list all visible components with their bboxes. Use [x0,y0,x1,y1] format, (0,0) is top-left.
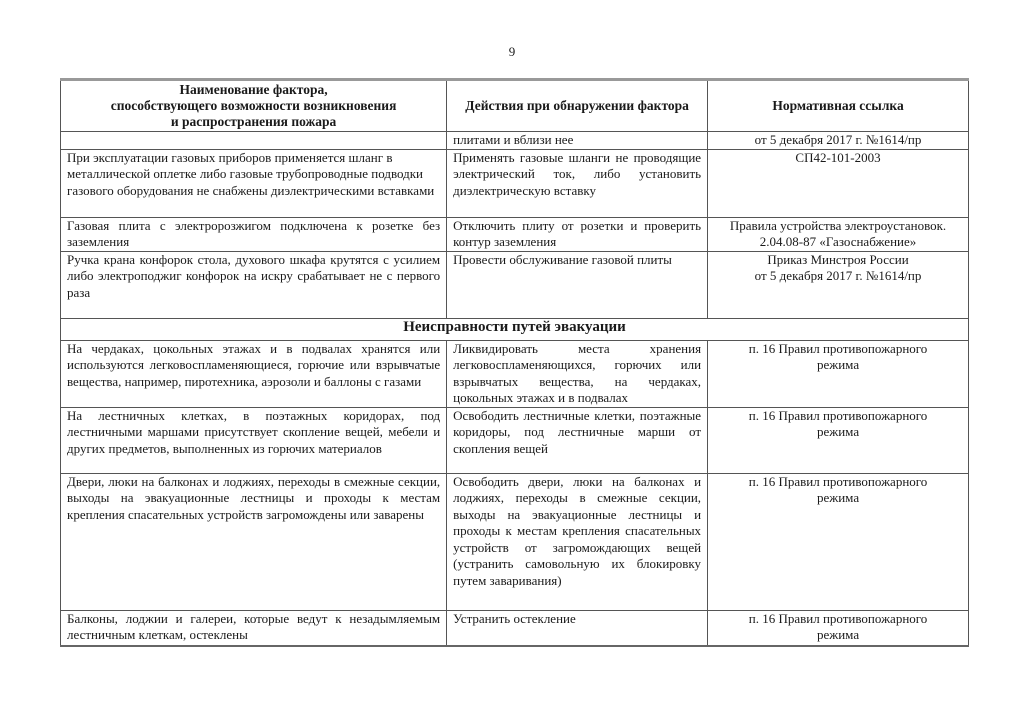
table-row [61,251,969,318]
header-reference: Нормативная ссылка [708,80,969,132]
cell-factor: При эксплуатации газовых приборов применяется шланг в металлической оплетке либо газовые трубопроводные подводки газового оборудования не снабжены диэлектрическими вставками [61,149,447,217]
table-row [61,340,969,407]
reference-line: п. 16 Правил противопожарного [748,473,928,489]
reference-line: п. 16 Правил противопожарного [748,610,928,626]
table-row [61,149,969,217]
cell-factor: Двери, люки на балконах и лоджиях, переходы в смежные секции, выходы на эвакуационные лестницы и проходы к местам крепления спасательных устройств загромождены или заварены [61,473,447,610]
header-factor-line: способствующего возможности возникновения [110,98,397,113]
header-row [61,80,969,132]
reference-line: Приказ Минстроя России [767,251,909,267]
cell-reference: от 5 декабря 2017 г. №1614/пр [708,132,969,150]
cell-reference: СП42-101-2003 [708,149,969,217]
header-factor-line: и распространения пожара [170,114,337,129]
cell-action: Отключить плиту от розетки и проверить контур заземления [447,217,708,251]
cell-reference [708,473,969,610]
cell-action: Применять газовые шланги не проводящие электрический ток, либо установить диэлектрическую вставку [447,149,708,217]
cell-action: плитами и вблизи нее [447,132,708,150]
table-row [61,473,969,610]
cell-action: Освободить двери, люки на балконах и лоджиях, переходы в смежные секции, выходы на эвакуационные лестницы и проходы к местам крепления спасательных устройств от загромождающих вещей (устранить самовольную их блокировку путем заваривания) [447,473,708,610]
cell-factor: Газовая плита с электророзжигом подключена к розетке без заземления [61,217,447,251]
cell-factor [61,132,447,150]
table-row [61,217,969,251]
cell-factor: Ручка крана конфорок стола, духового шкафа крутятся с усилием либо электроподжиг конфорок на искру срабатывает не с первого раза [61,251,447,318]
header-factor-line: Наименование фактора, [179,82,328,97]
header-factor [61,80,447,132]
reference-line: режима [816,627,860,642]
cell-action: Устранить остекление [447,610,708,646]
cell-factor: На чердаках, цокольных этажах и в подвалах хранятся или используются легковоспламеняющиеся, горючие или взрывчатые вещества, например, пиротехника, аэрозоли и баллоны с газами [61,340,447,407]
cell-factor: На лестничных клетках, в поэтажных коридорах, под лестничными маршами присутствует скопление вещей, мебели и других предметов, выполненных из горючих материалов [61,407,447,473]
table-row [61,407,969,473]
cell-action: Освободить лестничные клетки, поэтажные коридоры, под лестничные марши от скопления вещей [447,407,708,473]
reference-line: п. 16 Правил противопожарного [748,340,928,356]
reference-line: режима [816,357,860,372]
cell-reference [708,407,969,473]
reference-line: Правила устройства электроустановок. [729,217,947,233]
cell-reference [708,251,969,318]
cell-action: Провести обслуживание газовой плиты [447,251,708,318]
fire-hazard-table [60,78,969,647]
cell-reference [708,217,969,251]
section-title: Неисправности путей эвакуации [61,318,969,340]
cell-reference [708,340,969,407]
header-action: Действия при обнаружении фактора [447,80,708,132]
cell-factor: Балконы, лоджии и галереи, которые ведут к незадымляемым лестничным клеткам, остеклены [61,610,447,646]
table-row [61,610,969,646]
reference-line: режима [816,490,860,505]
cell-reference [708,610,969,646]
reference-line: п. 16 Правил противопожарного [748,407,928,423]
reference-line: от 5 декабря 2017 г. №1614/пр [754,268,922,283]
page-number: 9 [508,44,516,59]
table-row-continuation [61,132,969,150]
reference-line: 2.04.08-87 «Газоснабжение» [759,234,917,249]
cell-action: Ликвидировать места хранения легковоспламеняющихся, горючих или взрывчатых вещества, на чердаках, цокольных этажах и в подвалах [447,340,708,407]
section-row [61,318,969,340]
reference-line: режима [816,424,860,439]
